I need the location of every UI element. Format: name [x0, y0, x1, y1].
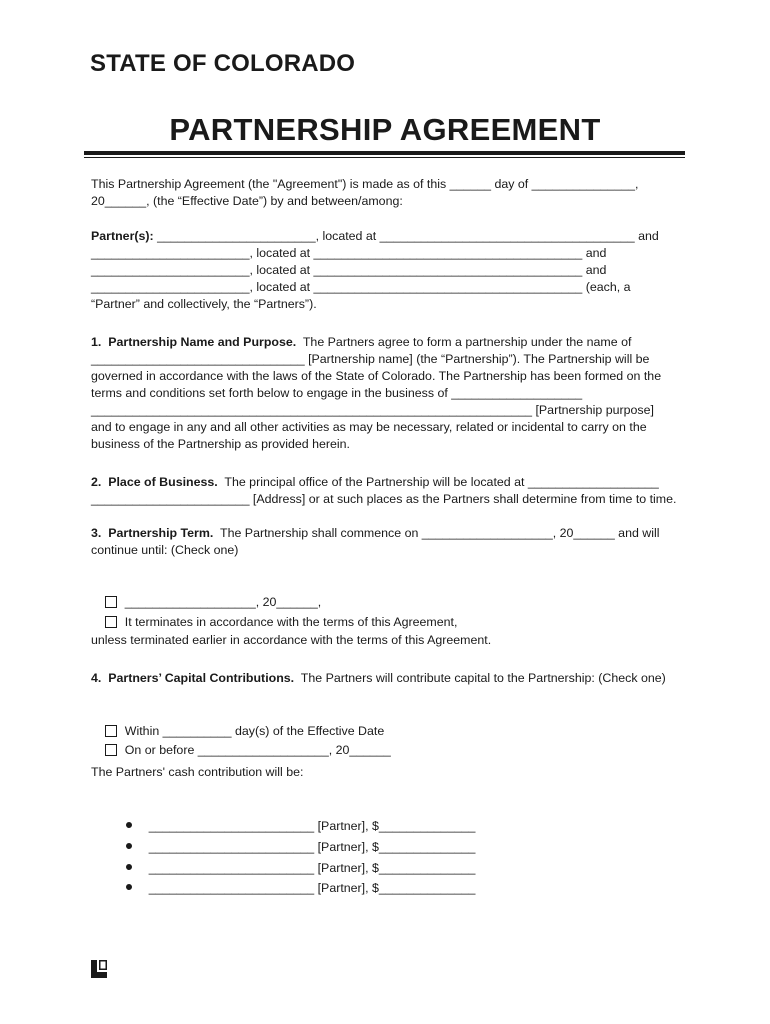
section-1-line: terms and conditions set forth below to engage in the business of ___________________ — [91, 386, 583, 400]
contribution-option-before — [91, 725, 391, 757]
state-heading: STATE OF COLORADO — [90, 50, 356, 77]
section-1-line: governed in accordance with the laws of the State of Colorado. The Partnership has been formed on the — [91, 369, 662, 383]
term-option-terminates — [91, 597, 458, 629]
contribution-line: ________________________ [Partner], $______________ — [148, 861, 476, 875]
section-1-line: and to engage in any and all other activities as may be necessary, related or incidental to carry on the — [91, 420, 647, 434]
intro-paragraph — [91, 176, 679, 210]
term-option-label: It terminates in accordance with the terms of this Agreement, — [124, 615, 458, 629]
contribution-line: ________________________ [Partner], $______________ — [148, 819, 476, 833]
intro-line: This Partnership Agreement (the "Agreement") is made as of this ______ day of _______________, — [91, 177, 639, 191]
term-terminates-checkbox[interactable] — [105, 616, 117, 628]
contribution-before-checkbox[interactable] — [105, 744, 117, 756]
section-1-line: The Partners agree to form a partnership under the name of — [296, 335, 632, 349]
cash-contribution-intro — [91, 764, 679, 781]
partners-line: “Partner” and collectively, the “Partners”). — [91, 297, 317, 311]
section-2-paragraph — [91, 474, 679, 508]
section-1-line: business of the Partnership as provided herein. — [91, 437, 350, 451]
section-4-line: The Partners will contribute capital to the Partnership: (Check one) — [294, 671, 666, 685]
term-option-label: ___________________, 20______, — [124, 595, 322, 609]
section-3-line: continue until: (Check one) — [91, 543, 239, 557]
section-2-heading: 2. Place of Business. — [91, 475, 218, 489]
title-rule-thick — [84, 151, 685, 155]
section-1-heading: 1. Partnership Name and Purpose. — [91, 335, 297, 349]
legal-document-logo-icon — [90, 960, 108, 978]
section-4-paragraph — [91, 670, 679, 687]
list-item — [112, 822, 476, 854]
section-4-heading: 4. Partners’ Capital Contributions. — [91, 671, 295, 685]
section-1-paragraph — [91, 334, 679, 453]
section-3-heading: 3. Partnership Term. — [91, 526, 214, 540]
contribution-option-label: On or before ___________________, 20______ — [124, 743, 391, 757]
section-3-paragraph — [91, 525, 679, 559]
partners-line: _______________________, located at _______________________________________ and — [91, 263, 607, 277]
intro-line: 20______, (the “Effective Date”) by and between/among: — [91, 194, 403, 208]
cash-intro-line: The Partners' cash contribution will be: — [91, 765, 304, 779]
section-2-line: The principal office of the Partnership will be located at ___________________ — [217, 475, 659, 489]
partners-line: _______________________, located at _______________________________________ and — [91, 246, 607, 260]
section-3-line: The Partnership shall commence on ___________________, 20______ and will — [213, 526, 660, 540]
contribution-option-within — [91, 706, 385, 738]
term-option-date — [91, 577, 322, 609]
contribution-line: ________________________ [Partner], $______________ — [148, 840, 476, 854]
section-1-line: _______________________________ [Partnership name] (the “Partnership”). The Partnership will be — [91, 352, 650, 366]
contribution-line: ________________________ [Partner], $______________ — [148, 881, 476, 895]
partners-line: _______________________, located at _____________________________________ and — [153, 229, 659, 243]
bullet-icon — [126, 884, 132, 890]
section-3-closing-line: unless terminated earlier in accordance with the terms of this Agreement. — [91, 633, 492, 647]
section-1-line: ________________________________________________________________ [Partnership purpose] — [91, 403, 654, 417]
list-item — [112, 863, 476, 895]
section-2-line: _______________________ [Address] or at such places as the Partners shall determine from time to time. — [91, 492, 677, 506]
title-rule-thin — [84, 157, 685, 158]
partners-label: Partner(s): — [91, 229, 154, 243]
section-3-closing — [91, 632, 679, 649]
list-item — [112, 801, 476, 833]
partners-paragraph — [91, 228, 679, 313]
partners-line: _______________________, located at _______________________________________ (each, a — [91, 280, 631, 294]
list-item — [112, 843, 476, 875]
contribution-option-label: Within __________ day(s) of the Effective Date — [124, 724, 385, 738]
document-title: PARTNERSHIP AGREEMENT — [169, 112, 601, 147]
